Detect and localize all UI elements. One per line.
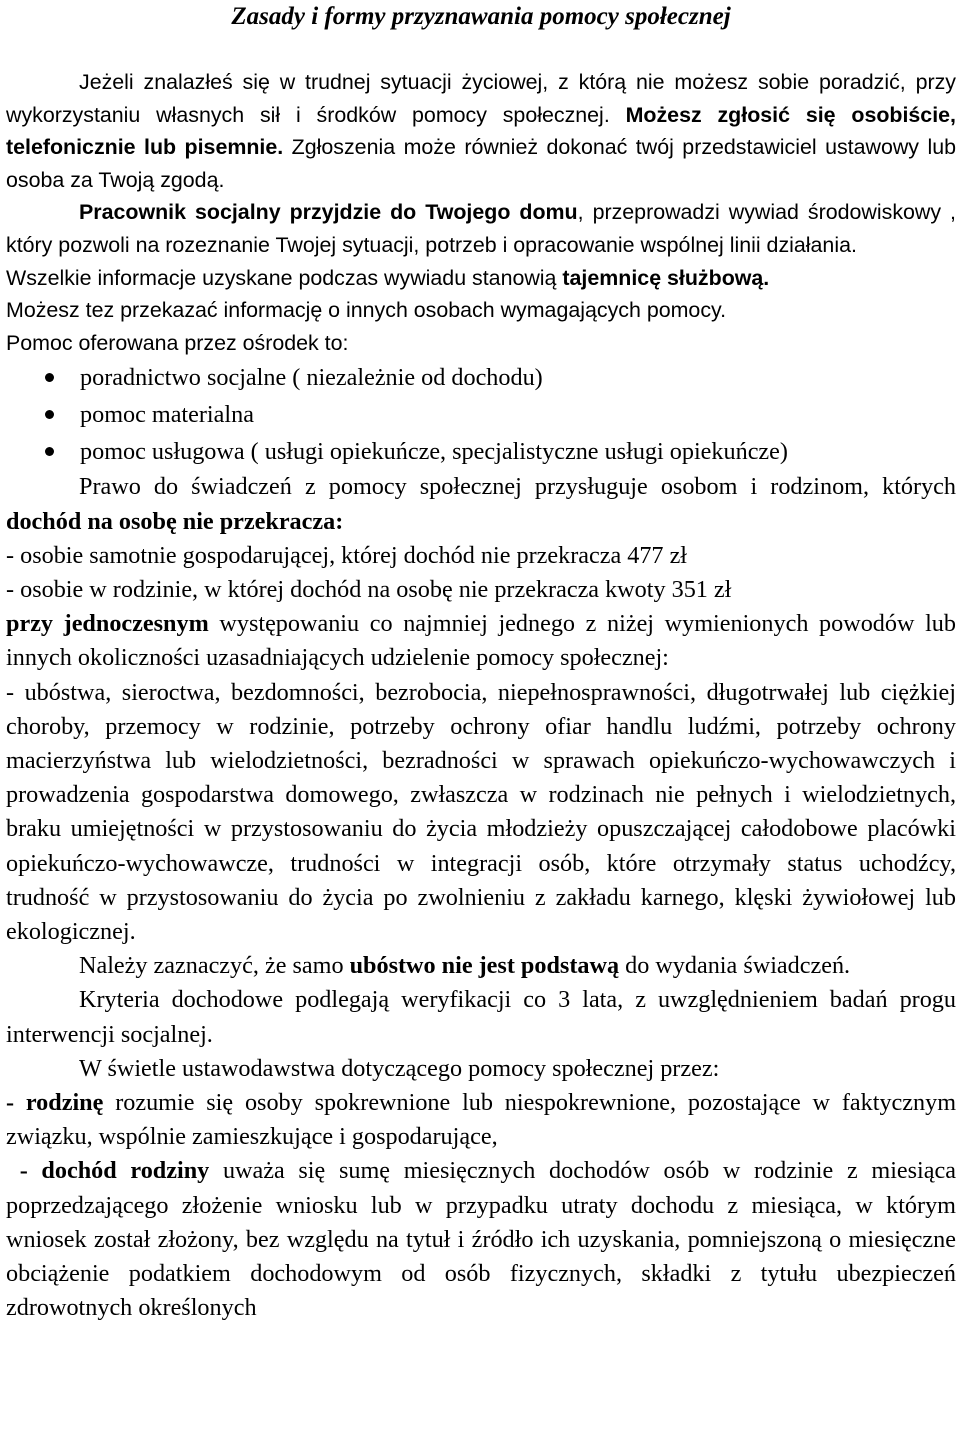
bullet-icon [45,373,54,382]
intro-text-2: Zgłoszenia może również dokonać twój przedstawiciel ustawowy lub osoba za Twoją zgodą. [6,135,956,192]
offer-item-label: pomoc usługowa ( usługi opiekuńcze, specjalistyczne usługi opiekuńcze) [80,438,788,466]
list-item [6,396,956,433]
offer-intro: Pomoc oferowana przez ośrodek to: [6,330,349,355]
poverty-text-1: Należy zaznaczyć, że samo [79,952,350,980]
conditions-bold: przy jednoczesnym [6,610,209,638]
poverty-bold: ubóstwo nie jest podstawą [349,952,620,980]
confidential-bold: tajemnicę służbową. [562,265,770,290]
confidential-paragraph [6,262,956,295]
family-definition-text: rozumie się osoby spokrewnione lub niespokrewnione, pozostające w faktycznym związku, wspólnie zamieszkujące i gospodarujące, [6,1089,957,1151]
intro-bold: Możesz zgłosić się osobiście, telefonicznie lub pisemnie. [6,102,956,160]
title-spacer [6,34,956,66]
offer-item-label: poradnictwo socjalne ( niezależnie od dochodu) [80,364,543,392]
confidential-text: Wszelkie informacje uzyskane podczas wywiadu stanowią [6,265,563,290]
list-item [6,359,956,396]
criteria-paragraph: Kryteria dochodowe podlegają weryfikacji co 3 lata, z uwzględnieniem badań progu interwencji socjalnej. [6,986,956,1048]
reasons-paragraph: - ubóstwa, sieroctwa, bezdomności, bezrobocia, niepełnosprawności, długotrwałej lub ciężkiej choroby, przemocy w rodzinie, potrzeby ochrony ofiar handlu ludźmi, potrzeby ochrony macierzyństwa lub wielodzietności, bezradności w sprawach opiekuńczo-wychowawczych i prowadzenia gospodarstwa domowego, zwłaszcza w rodzinach nie pełnych i wielodzietnych, braku umiejętności w przystosowaniu do życia młodzieży opuszczającej całodobowe placówki opiekuńczo-wychowawcze, trudności w integracji osób, które otrzymały status uchodźcy, trudność w przystosowaniu do życia po zwolnieniu z zakładu karnego, klęski żywiołowej lub ekologicznej. [6,678,956,945]
intro-text-1: Jeżeli znalazłeś się w trudnej sytuacji życiowej, z którą nie możesz sobie poradzić, przy wykorzystaniu własnych sił i środków pomocy społecznej. [6,70,956,127]
poverty-note-paragraph [6,949,956,983]
document-title: Zasady i formy przyznawania pomocy społecznej [231,3,731,30]
law-intro-paragraph: W świetle ustawodawstwa dotyczącego pomocy społecznej przez: [79,1054,720,1082]
list-item [6,433,956,470]
income-definition-bold: - dochód rodziny [6,1157,210,1185]
bullet-icon [45,410,54,419]
income-definition-text: uważa się sumę miesięcznych dochodów osób w rodzinie z miesiąca poprzedzającego złożenie wniosku lub w przypadku utraty dochodu z miesiąca, w którym wniosek został złożony, bez względu na tytuł i źródło ich uzyskania, pomniejszoną o miesięczne obciążenie podatkiem dochodowym od osób fizycznych, składki z tytułu ubezpieczeń zdrowotnych określonych [6,1157,956,1322]
offer-list [6,359,956,470]
entitlement-bold: dochód na osobę nie przekracza: [6,507,344,535]
limit-family: - osobie w rodzinie, w której dochód na osobę nie przekracza kwoty 351 zł [6,575,732,603]
bullet-icon [45,447,54,456]
family-definition-paragraph [6,1086,956,1154]
worker-paragraph [6,196,956,261]
family-definition-bold: - rodzinę [6,1089,104,1116]
income-definition-paragraph [6,1154,956,1325]
serif-body [6,470,956,1325]
intro-paragraph [6,66,956,196]
offer-item-label: pomoc materialna [80,401,254,429]
poverty-text-2: do wydania świadczeń. [619,952,851,980]
conditions-paragraph [6,607,956,675]
worker-text: , przeprowadzi wywiad środowiskowy , który pozwoli na rozeznanie Twojej sytuacji, potrzeb i opracowanie wspólnej linii działania. [6,200,956,257]
worker-bold: Pracownik socjalny przyjdzie do Twojego domu [79,200,578,225]
conditions-text: występowaniu co najmniej jednego z niżej wymienionych powodów lub innych okoliczności uzasadniających udzielenie pomocy społecznej: [6,610,956,672]
entitlement-paragraph [6,470,956,538]
entitlement-text: Prawo do świadczeń z pomocy społecznej przysługuje osobom i rodzinom, których [79,473,956,501]
others-paragraph: Możesz tez przekazać informację o innych osobach wymagających pomocy. [6,298,727,323]
limit-single: - osobie samotnie gospodarującej, której dochód nie przekracza 477 zł [6,541,688,569]
